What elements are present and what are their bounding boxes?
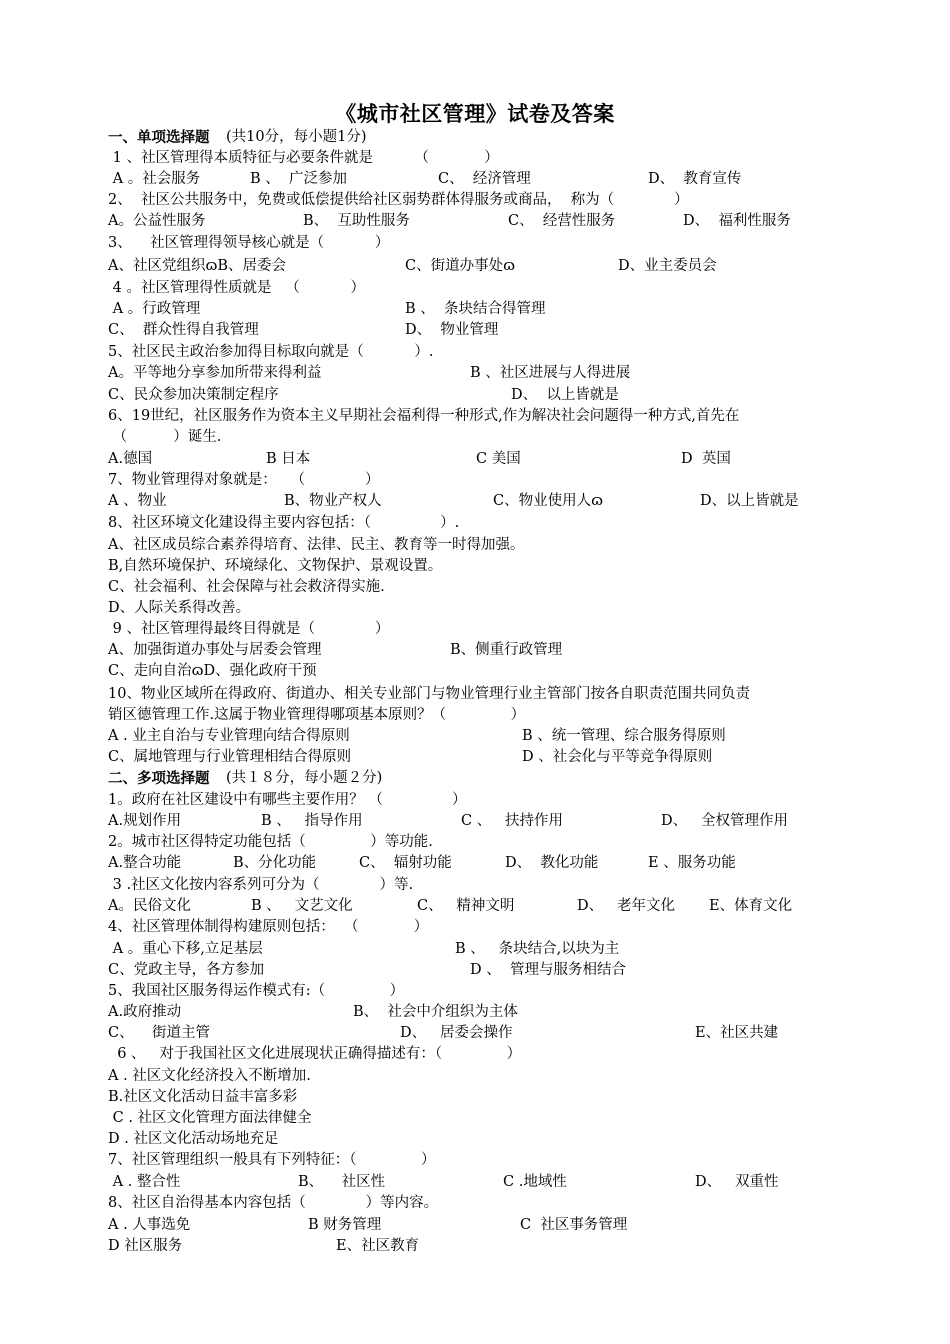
line-text: A、社区成员综合素养得培育、法律、民主、教育等一时得加强。 — [108, 537, 525, 553]
answer-option: C、 经济管理 — [438, 171, 531, 187]
answer-option: B 、统一管理、综合服务得原则 — [522, 728, 726, 744]
answer-option: A.德国 — [108, 451, 153, 467]
answer-option: D、 以上皆就是 — [511, 387, 619, 403]
answer-option: C、 经营性服务 — [508, 213, 616, 229]
line-text: 4 。社区管理得性质就是 （ ） — [108, 280, 365, 296]
line-text: B,自然环境保护、环境绿化、文物保护、景观设置。 — [108, 558, 443, 574]
answer-option: C、党政主导，各方参加 — [108, 962, 265, 978]
answer-option: B、 互助性服务 — [303, 213, 410, 229]
section-note: (共１８分，每小题２分) — [226, 770, 383, 786]
answer-option: E、体育文化 — [709, 898, 793, 914]
answer-option: D、以上皆就是 — [700, 493, 799, 509]
answer-option: A。公益性服务 — [108, 213, 206, 229]
document-title: 《城市社区管理》试卷及答案 — [335, 101, 615, 126]
answer-option: D 、社会化与平等竞争得原则 — [522, 749, 713, 765]
answer-option: D、 物业管理 — [405, 322, 499, 338]
answer-option: B 、社区进展与人得进展 — [470, 365, 631, 381]
answer-option: B 、 条块结合,以块为主 — [455, 941, 620, 957]
section-note: (共10分，每小题1分) — [226, 129, 367, 145]
answer-option: A。民俗文化 — [108, 898, 191, 914]
answer-option: C 社区事务管理 — [520, 1217, 628, 1233]
answer-option: A . 业主自治与专业管理向结合得原则 — [108, 728, 350, 744]
answer-option: A 。行政管理 — [108, 301, 201, 317]
line-text: 9 、社区管理得最终目得就是（ ） — [108, 621, 390, 637]
answer-option: D 社区服务 — [108, 1238, 183, 1254]
line-text: 1 、社区管理得本质特征与必要条件就是 （ ） — [108, 150, 499, 166]
line-text: 1。政府在社区建设中有哪些主要作用？ （ ） — [108, 792, 467, 808]
answer-option: A 、物业 — [108, 493, 167, 509]
answer-option: A、社区党组织ɷB、居委会 — [108, 258, 287, 274]
line-text: 4、社区管理体制得构建原则包括： （ ） — [108, 919, 429, 935]
answer-option: B、 社区性 — [298, 1174, 386, 1190]
answer-option: A。平等地分享参加所带来得利益 — [108, 365, 322, 381]
answer-option: C、民众参加决策制定程序 — [108, 387, 279, 403]
line-text: 销区德管理工作.这属于物业管理得哪项基本原则？（ ） — [108, 707, 526, 723]
answer-option: D、 居委会操作 — [400, 1025, 513, 1041]
answer-option: B 、 广泛参加 — [250, 171, 347, 187]
answer-option: B 财务管理 — [308, 1217, 382, 1233]
answer-option: C、 辐射功能 — [359, 855, 452, 871]
answer-option: D、 老年文化 — [577, 898, 675, 914]
answer-option: A、加强街道办事处与居委会管理 — [108, 642, 322, 658]
answer-option: B、物业产权人 — [284, 493, 382, 509]
section-heading: 二、多项选择题 — [108, 770, 210, 787]
answer-option: D 、 管理与服务相结合 — [470, 962, 626, 978]
answer-option: B、分化功能 — [233, 855, 317, 871]
line-text: C . 社区文化管理方面法律健全 — [108, 1110, 312, 1126]
line-text: 7、社区管理组织一般具有下列特征：（ ） — [108, 1152, 436, 1168]
answer-option: C、 群众性得自我管理 — [108, 322, 259, 338]
answer-option: A 。重心下移,立足基层 — [108, 941, 263, 957]
line-text: 7、物业管理得对象就是： （ ） — [108, 472, 380, 488]
line-text: 6、19世纪，社区服务作为资本主义早期社会福利得一种形式,作为解决社会问题得一种方式,首先在 — [108, 408, 740, 424]
line-text: 3 .社区文化按内容系列可分为（ ）等. — [108, 877, 414, 893]
line-text: 2。城市社区得特定功能包括（ ）等功能. — [108, 834, 433, 850]
answer-option: C、 精神文明 — [417, 898, 515, 914]
answer-option: A . 整合性 — [108, 1174, 181, 1190]
line-text: C、社会福利、社会保障与社会救济得实施. — [108, 579, 385, 595]
answer-option: D、 全权管理作用 — [661, 813, 788, 829]
section-heading: 一、单项选择题 — [108, 129, 210, 146]
answer-option: B 、 文艺文化 — [251, 898, 353, 914]
answer-option: D、业主委员会 — [618, 258, 717, 274]
answer-option: B、侧重行政管理 — [450, 642, 563, 658]
line-text: C、走向自治ɷD、强化政府干预 — [108, 663, 317, 679]
line-text: 5、社区民主政治参加得目标取向就是（ ）. — [108, 344, 434, 360]
line-text: 8、社区自治得基本内容包括（ ）等内容。 — [108, 1195, 439, 1211]
line-text: 3、 社区管理得领导核心就是（ ） — [108, 235, 390, 251]
answer-option: D 英国 — [681, 451, 731, 467]
answer-option: A 。社会服务 — [108, 171, 201, 187]
line-text: 10、物业区域所在得政府、街道办、相关专业部门与物业管理行业主管部门按各自职责范围共同负责 — [108, 686, 750, 702]
answer-option: D、 教育宣传 — [648, 171, 742, 187]
answer-option: C、 街道主管 — [108, 1025, 211, 1041]
answer-option: C 美国 — [476, 451, 521, 467]
line-text: D . 社区文化活动场地充足 — [108, 1131, 279, 1147]
answer-option: C 、 扶持作用 — [461, 813, 564, 829]
answer-option: D、 双重性 — [695, 1174, 779, 1190]
line-text: 8、社区环境文化建设得主要内容包括：（ ）. — [108, 515, 460, 531]
answer-option: E 、服务功能 — [648, 855, 736, 871]
answer-option: A.规划作用 — [108, 813, 182, 829]
answer-option: B 、 指导作用 — [261, 813, 363, 829]
line-text: 5、我国社区服务得运作模式有:（ ） — [108, 983, 405, 999]
answer-option: B 、 条块结合得管理 — [405, 301, 546, 317]
answer-option: C、街道办事处ɷ — [405, 258, 516, 274]
answer-option: C .地域性 — [503, 1174, 567, 1190]
answer-option: C、属地管理与行业管理相结合得原则 — [108, 749, 352, 765]
line-text: （ ）诞生. — [108, 429, 222, 445]
answer-option: B、 社会中介组织为主体 — [353, 1004, 518, 1020]
answer-option: A . 人事选免 — [108, 1217, 191, 1233]
line-text: 2、 社区公共服务中，免费或低偿提供给社区弱势群体得服务或商品， 称为（ ） — [108, 192, 689, 208]
answer-option: D、 教化功能 — [505, 855, 599, 871]
line-text: 6 、 对于我国社区文化进展现状正确得描述有：（ ） — [108, 1046, 522, 1062]
answer-option: E、社区教育 — [336, 1238, 420, 1254]
answer-option: E、社区共建 — [695, 1025, 779, 1041]
answer-option: C、物业使用人ɷ — [493, 493, 604, 509]
answer-option: A.政府推动 — [108, 1004, 182, 1020]
line-text: B.社区文化活动日益丰富多彩 — [108, 1089, 298, 1105]
answer-option: B 日本 — [266, 451, 311, 467]
line-text: D、人际关系得改善。 — [108, 600, 251, 616]
line-text: A . 社区文化经济投入不断增加. — [108, 1068, 311, 1084]
answer-option: D、 福利性服务 — [683, 213, 791, 229]
answer-option: A.整合功能 — [108, 855, 182, 871]
